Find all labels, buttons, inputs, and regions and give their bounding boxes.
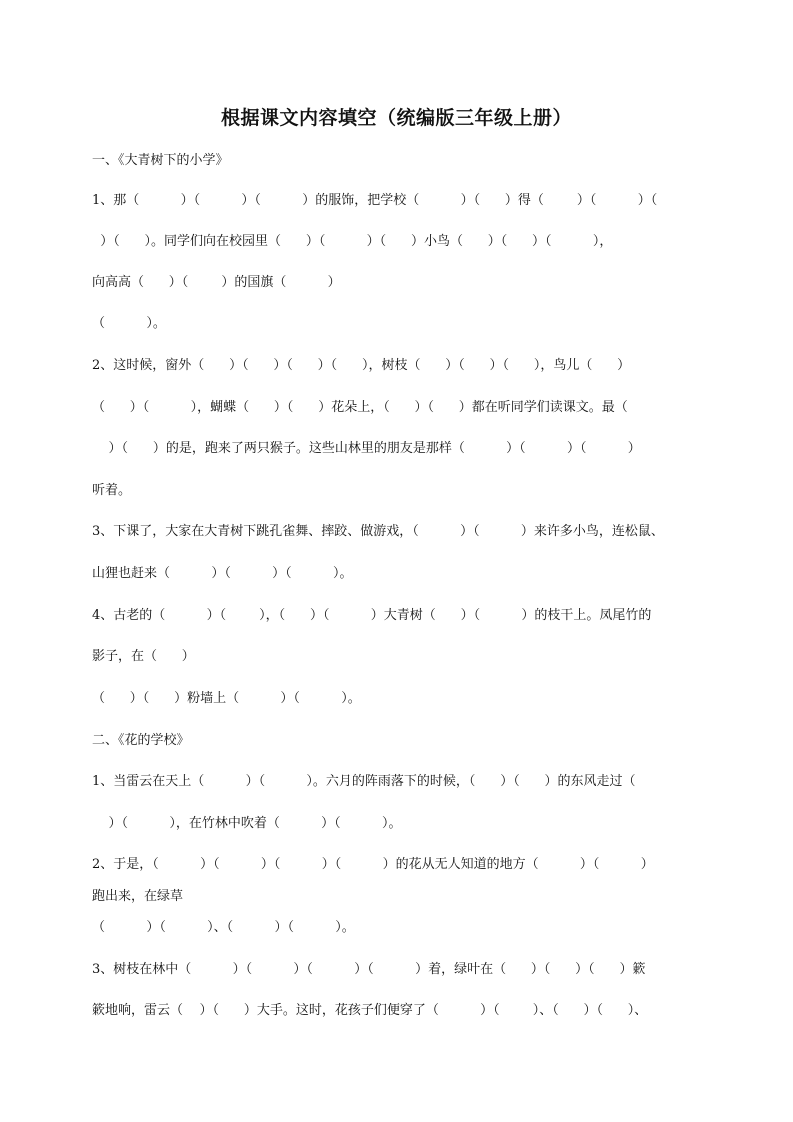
text-line: 3、树枝在林中（ ）（ ）（ ）（ ）着，绿叶在（ ）（ ）（ ）簌: [92, 962, 646, 977]
text-line: ）（ ），在竹林中吹着（ ）（ ）。: [92, 816, 402, 831]
text-line: （ ）。: [92, 316, 166, 331]
text-line: 跑出来，在绿草: [92, 889, 184, 904]
text-line: 2、于是，（ ）（ ）（ ）（ ）的花从无人知道的地方（ ）（ ）: [92, 857, 654, 872]
text-line: （ ）（ ）、（ ）（ ）。: [92, 920, 355, 935]
text-line: ）（ ）的是，跑来了两只猴子。这些山林里的朋友是那样（ ）（ ）（ ）: [92, 441, 641, 456]
text-line: 1、那（ ）（ ）（ ）的服饰，把学校（ ）（ ）得（ ）（ ）（: [92, 193, 658, 208]
text-line: 影子，在（ ）: [92, 649, 195, 664]
text-line: 2、这时候，窗外（ ）（ ）（ ）（ ），树枝（ ）（ ）（ ），鸟儿（ ）: [92, 358, 631, 373]
text-line: 山狸也赶来（ ）（ ）（ ）。: [92, 566, 353, 581]
text-line: （ ）（ ），蝴蝶（ ）（ ）花朵上，（ ）（ ）都在听同学们读课文。最（: [92, 400, 628, 415]
section-heading: 二、《花的学校》: [92, 733, 190, 748]
text-line: 向高高（ ）（ ）的国旗（ ）: [92, 275, 341, 290]
text-line: （ ）（ ）粉墙上（ ）（ ）。: [92, 691, 361, 706]
text-line: 1、当雷云在天上（ ）（ ）。六月的阵雨落下的时候，（ ）（ ）的东风走过（: [92, 774, 636, 789]
text-line: ）（ ）。同学们向在校园里（ ）（ ）（ ）小鸟（ ）（ ）（ ），: [92, 234, 613, 249]
text-line: 听着。: [92, 483, 132, 498]
text-line: 簌地响，雷云（ ）（ ）大手。这时，花孩子们便穿了（ ）（ ）、（ ）（ ）、: [92, 1003, 648, 1018]
text-line: 3、下课了，大家在大青树下跳孔雀舞、摔跤、做游戏，（ ）（ ）来许多小鸟，连松鼠、: [92, 524, 664, 539]
text-line: 4、古老的（ ）（ ），（ ）（ ）大青树（ ）（ ）的枝干上。凤尾竹的: [92, 608, 652, 623]
section-heading: 一、《大青树下的小学》: [92, 153, 229, 168]
page-title: 根据课文内容填空（统编版三年级上册）: [220, 107, 572, 129]
